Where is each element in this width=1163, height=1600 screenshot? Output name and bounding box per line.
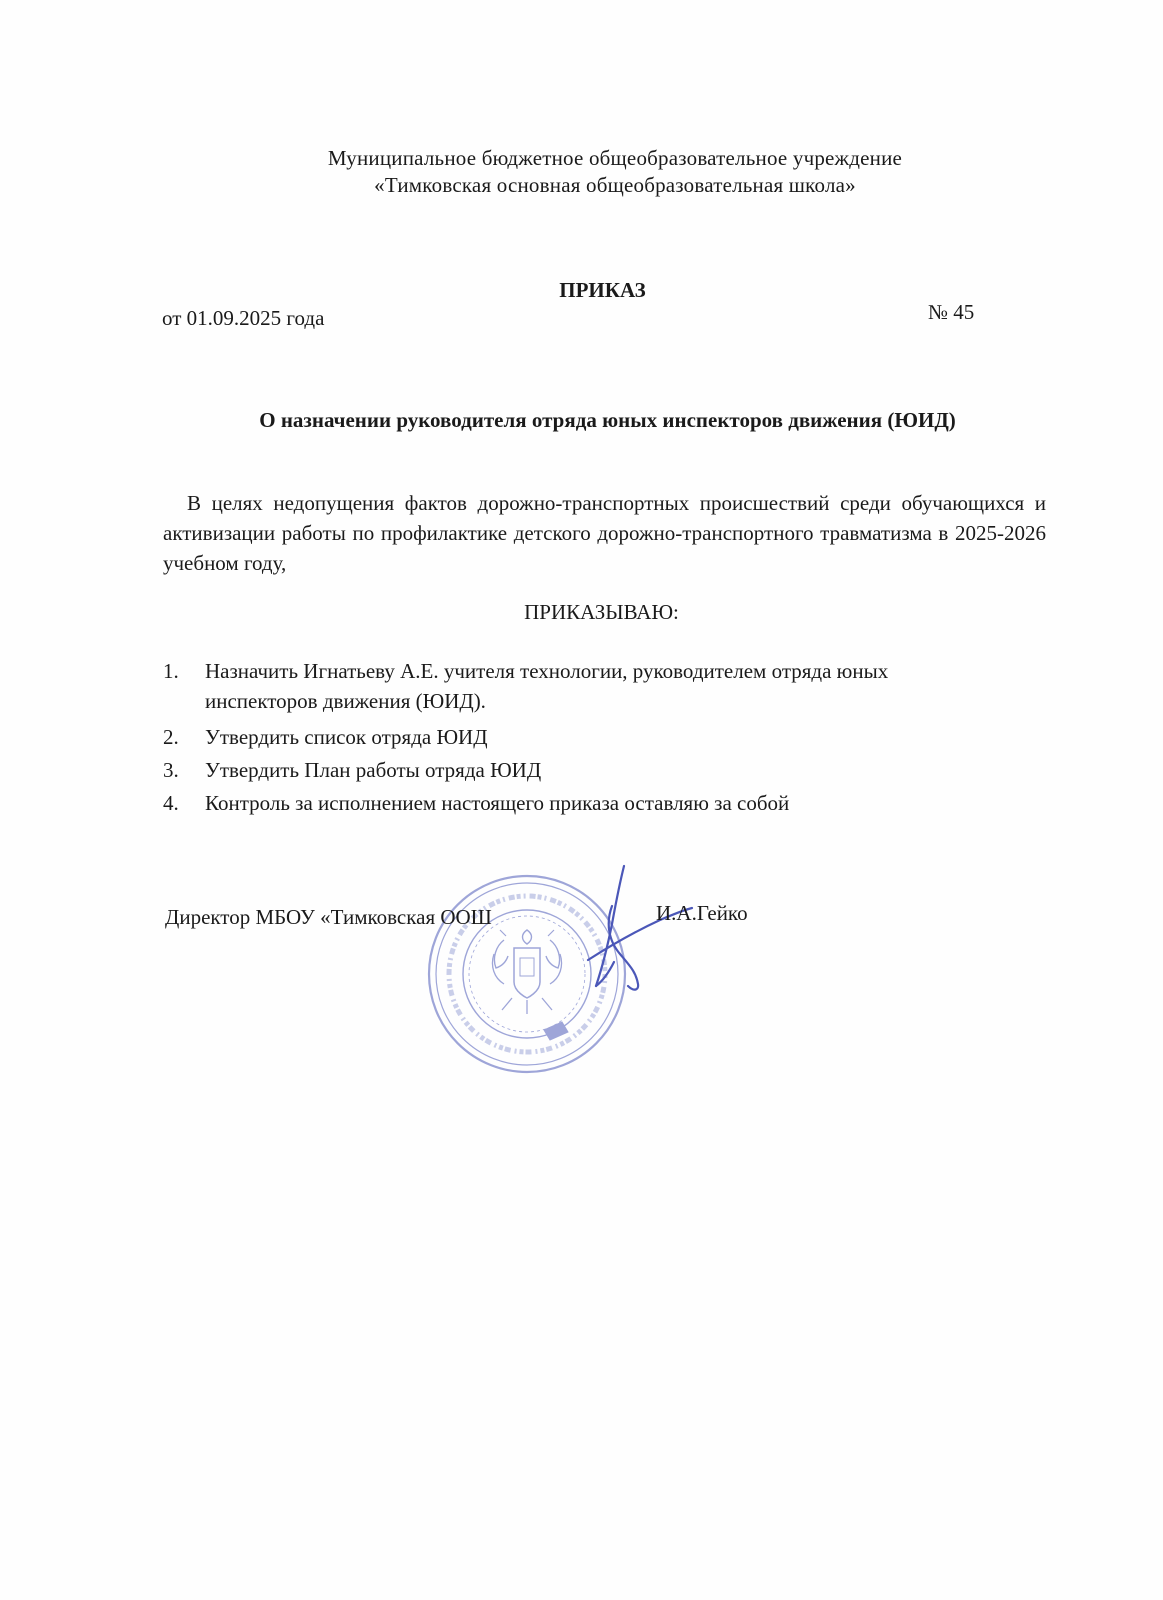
signatory-name: И.А.Гейко — [656, 901, 748, 925]
signatory-position: Директор МБОУ «Тимковская ООШ — [165, 905, 492, 929]
decree-heading: ПРИКАЗЫВАЮ: — [524, 600, 679, 624]
list-item-number: 4. — [163, 791, 179, 815]
order-preamble: В целях недопущения фактов дорожно-транспортных происшествий среди обучающихся и активизации работы по профилактике детского дорожно-транспортного травматизма в 2025-2026 учебном году, — [163, 491, 1046, 575]
organization-name-line1: Муниципальное бюджетное общеобразовательное учреждение — [327, 146, 903, 170]
document-title: ПРИКАЗ — [559, 278, 646, 302]
list-item-number: 1. — [163, 659, 179, 683]
list-item — [163, 755, 983, 785]
order-date: от 01.09.2025 года — [162, 306, 325, 330]
list-item-text: Назначить Игнатьеву А.Е. учителя технологии, руководителем отряда юных инспекторов движения (ЮИД). — [205, 659, 889, 713]
list-item — [163, 722, 983, 752]
order-number: № 45 — [928, 300, 975, 324]
list-item-text: Утвердить список отряда ЮИД — [205, 725, 488, 749]
list-item — [163, 656, 983, 716]
list-item-number: 3. — [163, 758, 179, 782]
list-item — [163, 788, 983, 818]
organization-name-line2: «Тимковская основная общеобразовательная школа» — [374, 173, 856, 197]
list-item-number: 2. — [163, 725, 179, 749]
handwritten-signature-icon — [576, 862, 694, 1002]
list-item-text: Утвердить План работы отряда ЮИД — [205, 758, 542, 782]
order-subject: О назначении руководителя отряда юных инспекторов движения (ЮИД) — [259, 408, 956, 432]
list-item-text: Контроль за исполнением настоящего приказа оставляю за собой — [205, 791, 790, 815]
order-items-list — [163, 656, 983, 818]
